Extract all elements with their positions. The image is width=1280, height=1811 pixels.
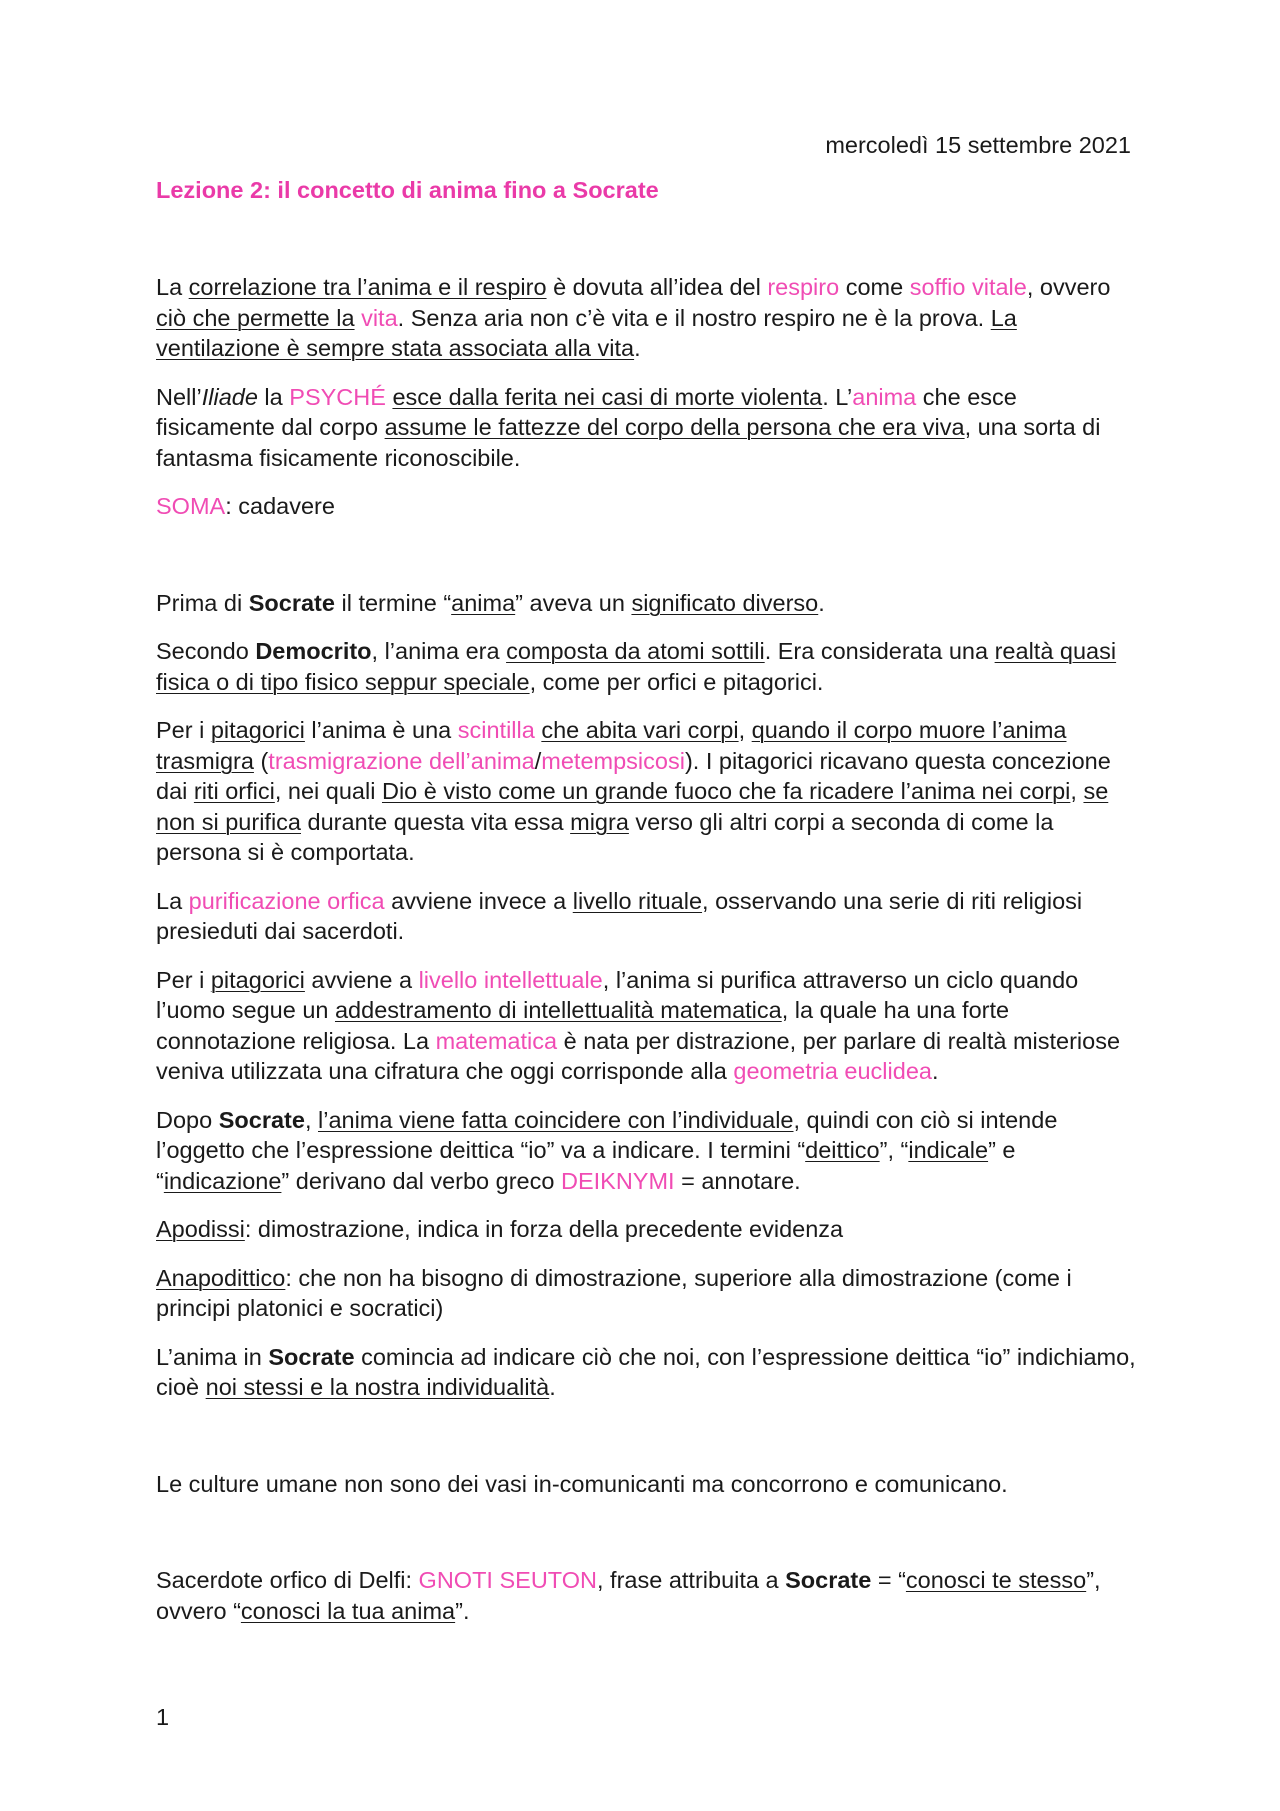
underlined-text: La ventilazione è sempre stata associata alla vita (156, 304, 1017, 361)
text-run: , (304, 1106, 318, 1133)
underlined-text: Dio è visto come un grande fuoco che fa ricadere l’anima nei corpi (381, 778, 1071, 804)
text-run: . (818, 589, 825, 616)
underlined-text: esce dalla ferita nei casi di morte violenta (392, 383, 823, 410)
text-run: / (534, 747, 542, 774)
underlined-text: che abita vari corpi (541, 717, 739, 743)
text-run: . Era considerata una (764, 638, 995, 664)
text-run: Dopo (156, 1106, 219, 1133)
text-run: La (156, 274, 189, 300)
text-run: Nell’ (156, 383, 202, 410)
highlighted-term: vita (361, 304, 398, 331)
underlined-text: noi stessi e la nostra individualità (205, 1374, 550, 1400)
highlighted-term: metempsicosi (541, 747, 685, 774)
underlined-text: se non si purifica (156, 778, 1109, 835)
text-run: , nei quali (274, 778, 382, 804)
paragraph (156, 1469, 1136, 1500)
text-run: che esce fisicamente dal corpo (156, 383, 1017, 440)
text-run: . (931, 1058, 939, 1084)
text-run: , (738, 717, 752, 743)
text-run: ” derivano dal verbo greco (281, 1167, 561, 1194)
highlighted-term: soffio vitale (909, 274, 1027, 300)
text-run: Secondo (156, 638, 256, 664)
highlighted-term: SOMA (156, 493, 226, 519)
paragraph (156, 382, 1136, 474)
text-run: . L’ (822, 383, 853, 410)
text-run: il termine “ (334, 589, 452, 616)
page-number: 1 (156, 1704, 170, 1730)
paragraph (156, 1105, 1136, 1197)
text-run: è dovuta all’idea del (546, 274, 768, 300)
text-run: , ovvero (1026, 274, 1111, 300)
text-run: . Senza aria non c’è vita e il nostro respiro ne è la prova. (397, 304, 991, 331)
text-run: , osservando una serie di riti religiosi presieduti dai sacerdoti. (156, 887, 1083, 944)
underlined-text: quando il corpo muore l’anima trasmigra (156, 717, 1067, 774)
lesson-date: mercoledì 15 settembre 2021 (825, 132, 1131, 158)
text-run: Sacerdote orfico di Delfi: (156, 1567, 419, 1593)
paragraph (156, 965, 1136, 1087)
text-run: è nata per distrazione, per parlare di realtà misteriose veniva utilizzata una cifratura che oggi corrisponde alla (156, 1027, 1121, 1084)
underlined-text: pitagorici (210, 717, 305, 743)
paragraph (156, 1565, 1136, 1626)
text-run: , l’anima era (371, 638, 507, 664)
text-run: la (257, 383, 290, 410)
underlined-text: assume le fattezze del corpo della persona che era viva (384, 414, 965, 440)
underlined-text: composta da atomi sottili (506, 638, 765, 664)
underlined-text: livello rituale (572, 887, 703, 914)
underlined-text: Apodissi (156, 1216, 245, 1242)
text-run: , una sorta di fantasma fisicamente riconoscibile. (156, 414, 1101, 471)
text-run: Prima di (156, 589, 249, 616)
bold-term: Socrate (248, 589, 335, 616)
text-run: l’anima è una (304, 717, 458, 743)
text-run: ”, ovvero “ (156, 1567, 1101, 1624)
text-run: , quindi con ciò si intende l’oggetto che l’espressione deittica “io” va a indicare. I termini “ (156, 1106, 1058, 1163)
text-run: . (634, 335, 641, 361)
highlighted-term: purificazione orfica (188, 887, 385, 914)
text-run: avviene a (304, 966, 419, 993)
highlighted-term: anima (852, 383, 917, 410)
text-run: , l’anima si purifica attraverso un ciclo quando l’uomo segue un (156, 966, 1079, 1023)
italic-term: Iliade (201, 383, 258, 410)
highlighted-term: DEIKNYMI (560, 1167, 675, 1194)
paragraph (156, 1263, 1136, 1324)
text-run: durante questa vita essa (301, 808, 571, 835)
underlined-text: ciò che permette la (156, 304, 355, 331)
text-run: ” aveva un (515, 589, 632, 616)
highlighted-term: trasmigrazione dell’anima (268, 747, 535, 774)
paragraph (156, 1342, 1136, 1403)
text-run: Le culture umane non sono dei vasi in-comunicanti ma concorrono e comunicano. (156, 1470, 1008, 1497)
underlined-text: addestramento di intellettualità matematica (334, 997, 782, 1023)
text-run: = “ (871, 1567, 906, 1593)
text-run: : che non ha bisogno di dimostrazione, superiore alla dimostrazione (come i principi platonici e socratici) (156, 1264, 1072, 1321)
underlined-text: deittico (805, 1137, 880, 1163)
text-run: , la quale ha una forte connotazione religiosa. La (156, 997, 1010, 1054)
text-run: comincia ad indicare ciò che noi, con l’espressione deittica “io” indichiamo, cioè (156, 1343, 1136, 1400)
highlighted-term: respiro (767, 274, 840, 300)
underlined-text: l’anima viene fatta coincidere con l’individuale (318, 1106, 794, 1133)
underlined-text: significato diverso (631, 589, 819, 616)
underlined-text: conosci la tua anima (240, 1597, 456, 1624)
paragraph (156, 715, 1136, 868)
underlined-text: pitagorici (210, 966, 305, 993)
bold-term: Democrito (255, 638, 372, 664)
text-run: . (549, 1374, 556, 1400)
paragraph (156, 1214, 1136, 1245)
text-run: = annotare. (674, 1167, 801, 1194)
underlined-text: correlazione tra l’anima e il respiro (188, 274, 547, 300)
text-run: Per i (156, 966, 211, 993)
text-run: verso gli altri corpi a seconda di come la persona si è comportata. (156, 808, 1054, 865)
paragraph (156, 588, 1136, 619)
lesson-title: Lezione 2: il concetto di anima fino a Socrate (156, 177, 659, 203)
underlined-text: anima (451, 589, 516, 616)
underlined-text: realtà quasi fisica o di tipo fisico seppur speciale (156, 638, 1117, 695)
text-run: : cadavere (225, 493, 335, 519)
text-run: ( (253, 747, 269, 774)
underlined-text: migra (570, 808, 629, 835)
bold-term: Socrate (268, 1343, 355, 1370)
document-body (156, 272, 1136, 1626)
bold-term: Socrate (785, 1567, 872, 1593)
text-run: , frase attribuita a (597, 1567, 786, 1593)
bold-term: Socrate (218, 1106, 305, 1133)
highlighted-term: geometria euclidea (733, 1058, 932, 1084)
text-run: L’anima in (156, 1343, 269, 1370)
underlined-text: indicazione (163, 1167, 282, 1194)
highlighted-term: livello intellettuale (418, 966, 603, 993)
text-run: , (1070, 778, 1084, 804)
text-run: ” e “ (156, 1137, 1016, 1194)
paragraph (156, 272, 1136, 364)
paragraph (156, 491, 1136, 522)
text-run: Per i (156, 717, 211, 743)
highlighted-term: GNOTI SEUTON (418, 1567, 597, 1593)
paragraph (156, 636, 1136, 697)
underlined-text: conosci te stesso (905, 1567, 1087, 1593)
highlighted-term: scintilla (457, 717, 535, 743)
highlighted-term: PSYCHÉ (289, 383, 386, 410)
text-run: , come per orfici e pitagorici. (529, 668, 824, 695)
text-run: ). I pitagorici ricavano questa concezione dai (156, 747, 1111, 804)
text-run: ”, “ (879, 1137, 909, 1163)
text-run: La (156, 887, 189, 914)
text-run: ”. (455, 1597, 470, 1624)
underlined-text: indicale (908, 1137, 989, 1163)
text-run: come (839, 274, 910, 300)
paragraph (156, 886, 1136, 947)
text-run: avviene invece a (384, 887, 573, 914)
text-run: : dimostrazione, indica in forza della precedente evidenza (244, 1216, 844, 1242)
highlighted-term: matematica (435, 1027, 558, 1054)
underlined-text: Anapodittico (156, 1264, 286, 1291)
underlined-text: riti orfici (193, 778, 275, 804)
